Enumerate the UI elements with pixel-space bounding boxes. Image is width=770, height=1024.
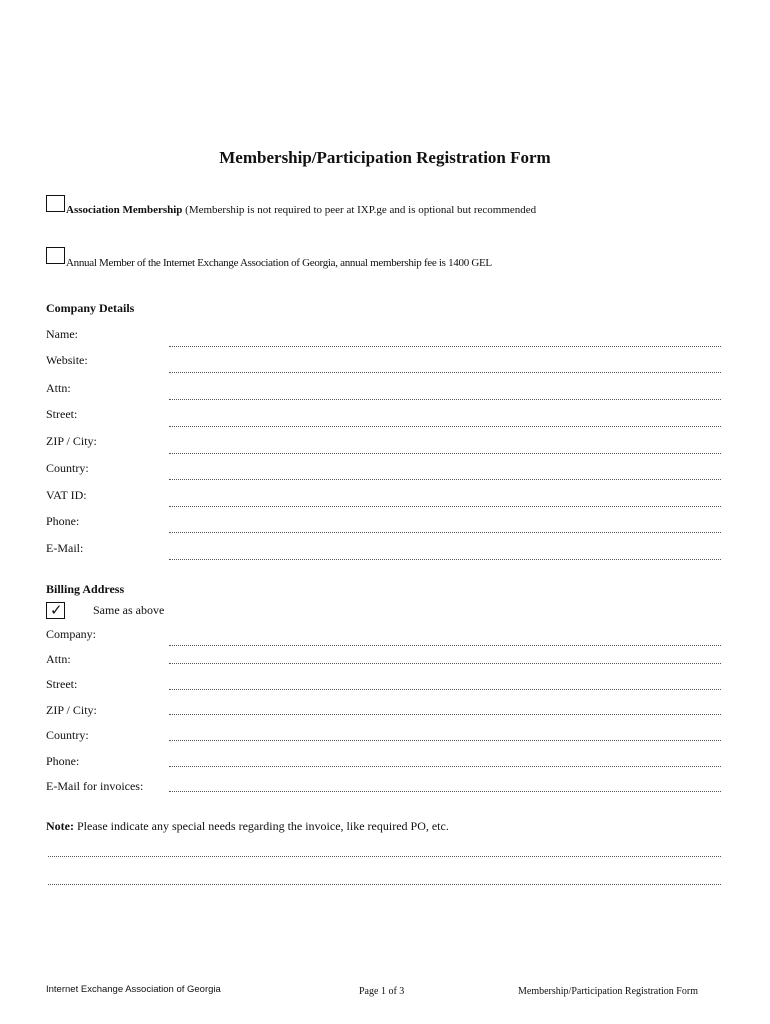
footer-organization: Internet Exchange Association of Georgia: [46, 984, 221, 995]
same-as-above-label: Same as above: [93, 603, 165, 617]
company-field-input-line[interactable]: [169, 479, 721, 480]
company-field-input-line[interactable]: [169, 372, 721, 373]
footer-form-title: Membership/Participation Registration Form: [518, 986, 698, 997]
same-as-above-checkbox[interactable]: [46, 602, 65, 619]
company-field-input-line[interactable]: [169, 346, 721, 347]
company-field-input-line[interactable]: [169, 532, 721, 533]
billing-field-label: Country:: [46, 728, 89, 742]
company-field-input-line[interactable]: [169, 506, 721, 507]
note-label: Note:: [46, 819, 74, 833]
company-field-label: E-Mail:: [46, 541, 84, 555]
association-membership-checkbox[interactable]: [46, 195, 65, 212]
billing-field-input-line[interactable]: [169, 714, 721, 715]
association-membership-title: Association Membership: [66, 204, 183, 216]
company-details-heading: Company Details: [46, 301, 135, 315]
invoice-note: [46, 819, 449, 834]
check-mark-icon: ✓: [50, 601, 63, 619]
billing-field-input-line[interactable]: [169, 663, 721, 664]
billing-field-label: ZIP / City:: [46, 703, 97, 717]
company-field-input-line[interactable]: [169, 426, 721, 427]
company-field-label: Website:: [46, 353, 88, 367]
billing-field-input-line[interactable]: [169, 766, 721, 767]
billing-field-label: Attn:: [46, 652, 71, 666]
company-field-label: VAT ID:: [46, 488, 87, 502]
note-text: Please indicate any special needs regarding the invoice, like required PO, etc.: [73, 819, 449, 833]
billing-field-input-line[interactable]: [169, 689, 721, 690]
company-field-label: Street:: [46, 407, 78, 421]
company-field-label: Attn:: [46, 381, 71, 395]
note-input-line-2[interactable]: [48, 884, 721, 885]
company-field-label: Phone:: [46, 514, 80, 528]
footer-page-number: Page 1 of 3: [359, 986, 405, 997]
billing-address-heading: Billing Address: [46, 582, 125, 596]
association-membership-note: (Membership is not required to peer at IXP.ge and is optional but recommended: [182, 204, 537, 216]
note-input-line-1[interactable]: [48, 856, 721, 857]
company-field-input-line[interactable]: [169, 453, 721, 454]
association-membership-label: [66, 204, 536, 216]
annual-membership-label: Annual Member of the Internet Exchange Association of Georgia, annual membership fee is 1400 GEL: [66, 257, 492, 269]
billing-field-input-line[interactable]: [169, 645, 721, 646]
company-field-label: Name:: [46, 327, 78, 341]
annual-membership-checkbox[interactable]: [46, 247, 65, 264]
company-field-input-line[interactable]: [169, 559, 721, 560]
billing-field-input-line[interactable]: [169, 791, 721, 792]
billing-field-label: E-Mail for invoices:: [46, 779, 144, 793]
billing-field-label: Company:: [46, 627, 96, 641]
billing-field-input-line[interactable]: [169, 740, 721, 741]
company-field-label: ZIP / City:: [46, 434, 97, 448]
billing-field-label: Phone:: [46, 754, 80, 768]
company-field-label: Country:: [46, 461, 89, 475]
form-title: Membership/Participation Registration Form: [219, 148, 551, 167]
billing-field-label: Street:: [46, 677, 78, 691]
company-field-input-line[interactable]: [169, 399, 721, 400]
